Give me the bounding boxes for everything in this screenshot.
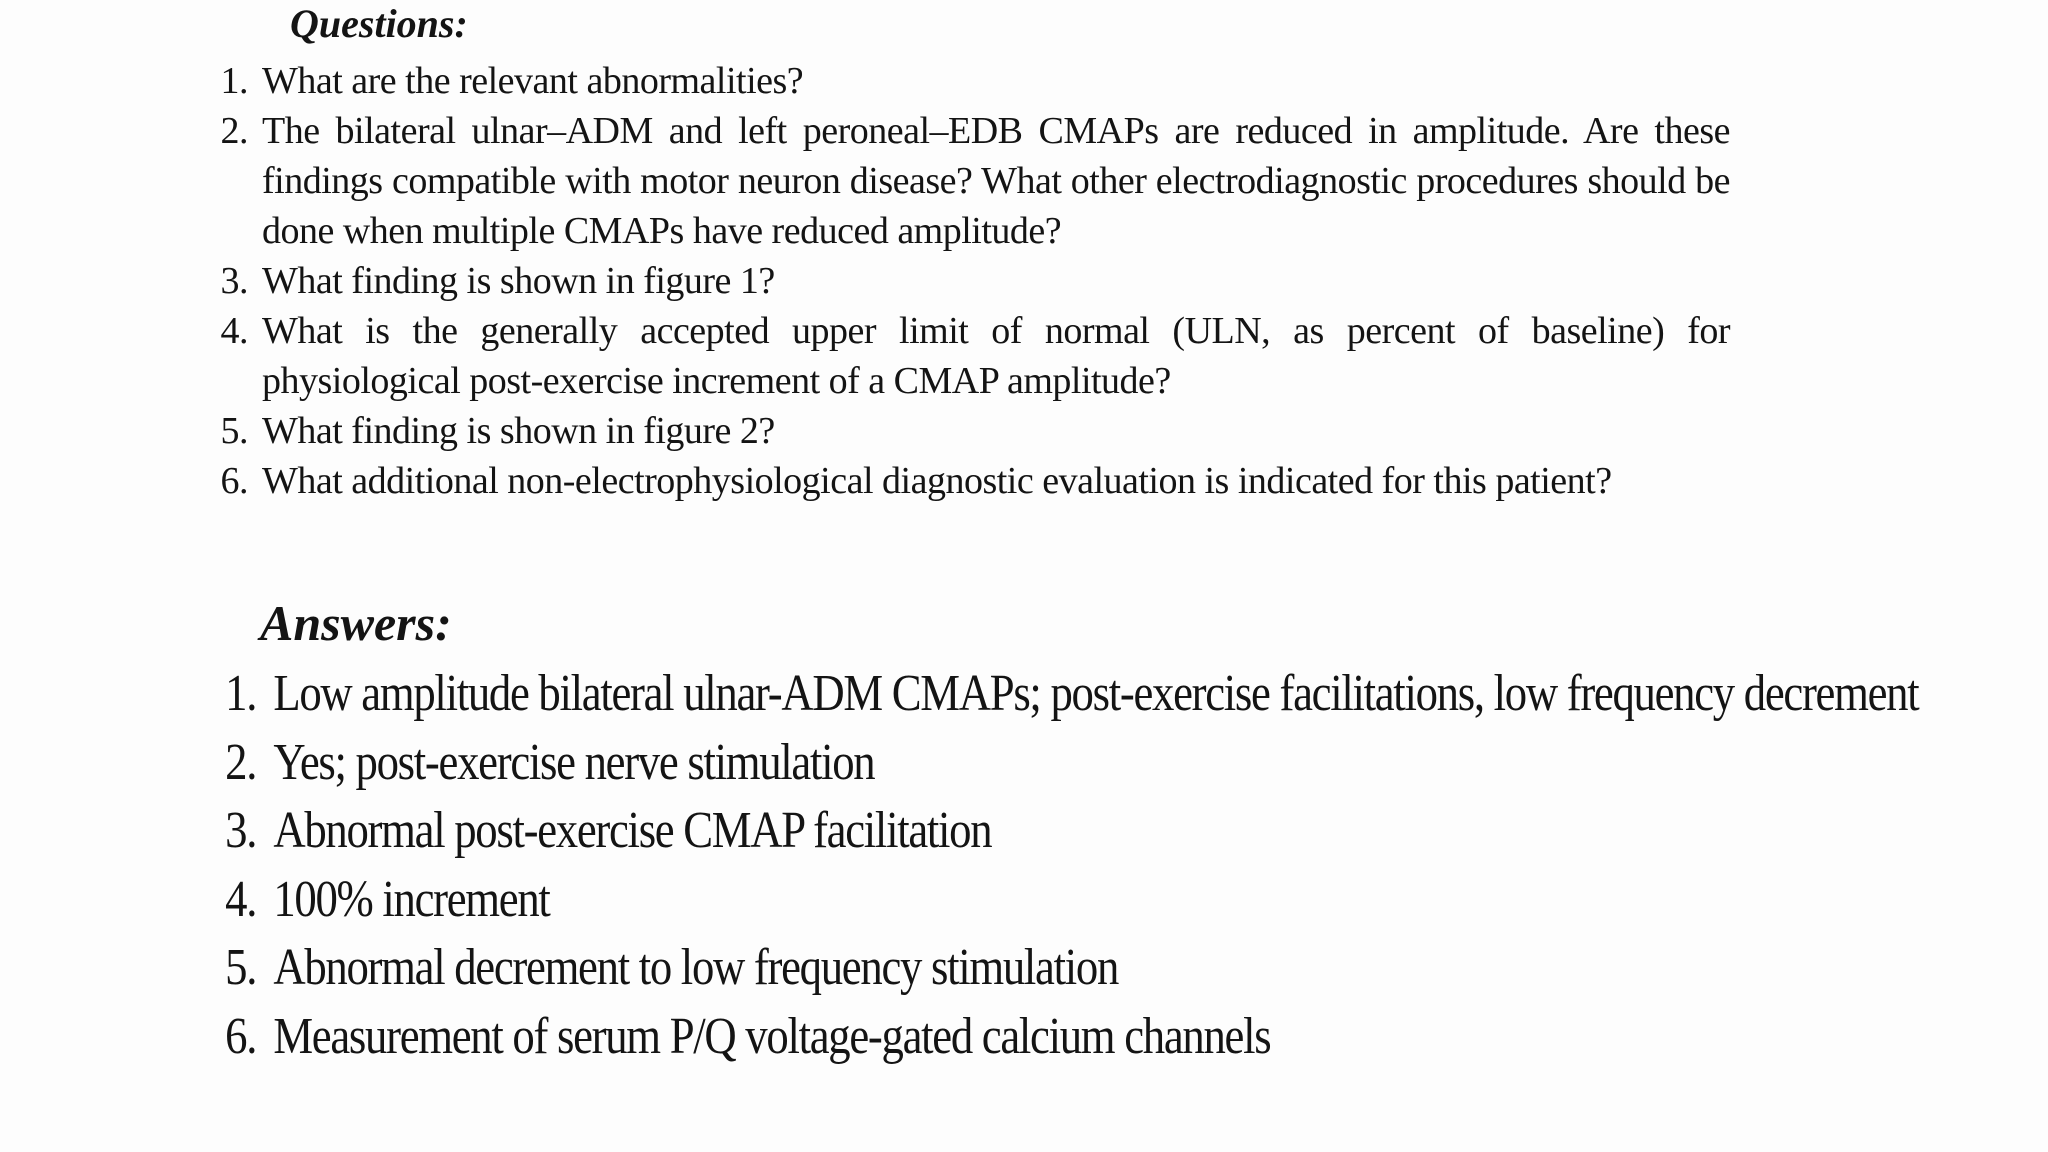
- question-item-2: [210, 106, 1730, 256]
- answer-number: 2.: [225, 733, 257, 791]
- answer-number: 5.: [225, 939, 257, 996]
- question-text: The bilateral ulnar–ADM and left peroneal–EDB CMAPs are reduced in amplitude. Are these findings compatible with motor neuron disease? What other electrodiagnostic procedures should be done when multiple CMAPs have reduced amplitude?: [262, 110, 1730, 252]
- answers-list: [220, 660, 1919, 1071]
- answer-text: Low amplitude bilateral ulnar-ADM CMAPs; post-exercise facilitations, low frequency decrement: [273, 665, 1919, 722]
- question-text: What additional non-electrophysiological diagnostic evaluation is indicated for this patient?: [262, 460, 1612, 502]
- question-item-3: [210, 256, 1730, 306]
- question-item-1: [210, 56, 1730, 106]
- answer-item-5: [220, 934, 1630, 1003]
- question-number: 6.: [220, 460, 248, 502]
- question-item-5: [210, 406, 1730, 456]
- question-text: What finding is shown in figure 2?: [262, 410, 775, 452]
- answer-item-4: [220, 866, 1630, 935]
- answer-text: 100% increment: [273, 870, 550, 928]
- answer-text: Abnormal decrement to low frequency stimulation: [273, 939, 1119, 996]
- question-number: 4.: [220, 310, 248, 352]
- answer-item-3: [220, 797, 1630, 866]
- answers-heading: Answers:: [260, 595, 452, 651]
- answer-item-6: [220, 1003, 1630, 1072]
- answer-text: Measurement of serum P/Q voltage-gated calcium channels: [273, 1007, 1271, 1065]
- question-text: What finding is shown in figure 1?: [262, 260, 775, 302]
- question-text: What are the relevant abnormalities?: [262, 60, 804, 102]
- answer-number: 3.: [225, 802, 257, 859]
- answer-item-1: [220, 660, 1919, 729]
- answer-item-2: [220, 729, 1630, 798]
- answer-number: 6.: [225, 1007, 257, 1065]
- question-number: 3.: [220, 260, 248, 302]
- question-item-4: [210, 306, 1730, 406]
- answer-number: 4.: [225, 870, 257, 928]
- question-text: What is the generally accepted upper limit of normal (ULN, as percent of baseline) for physiological post-exercise increment of a CMAP amplitude?: [262, 310, 1730, 402]
- question-item-6: [210, 456, 1730, 506]
- answer-text: Yes; post-exercise nerve stimulation: [273, 733, 875, 791]
- answer-text: Abnormal post-exercise CMAP facilitation: [273, 802, 992, 859]
- questions-list: [210, 56, 1730, 506]
- answer-number: 1.: [225, 665, 257, 722]
- question-number: 2.: [220, 110, 248, 152]
- question-number: 1.: [220, 60, 248, 102]
- questions-heading: Questions:: [290, 1, 468, 46]
- question-number: 5.: [220, 410, 248, 452]
